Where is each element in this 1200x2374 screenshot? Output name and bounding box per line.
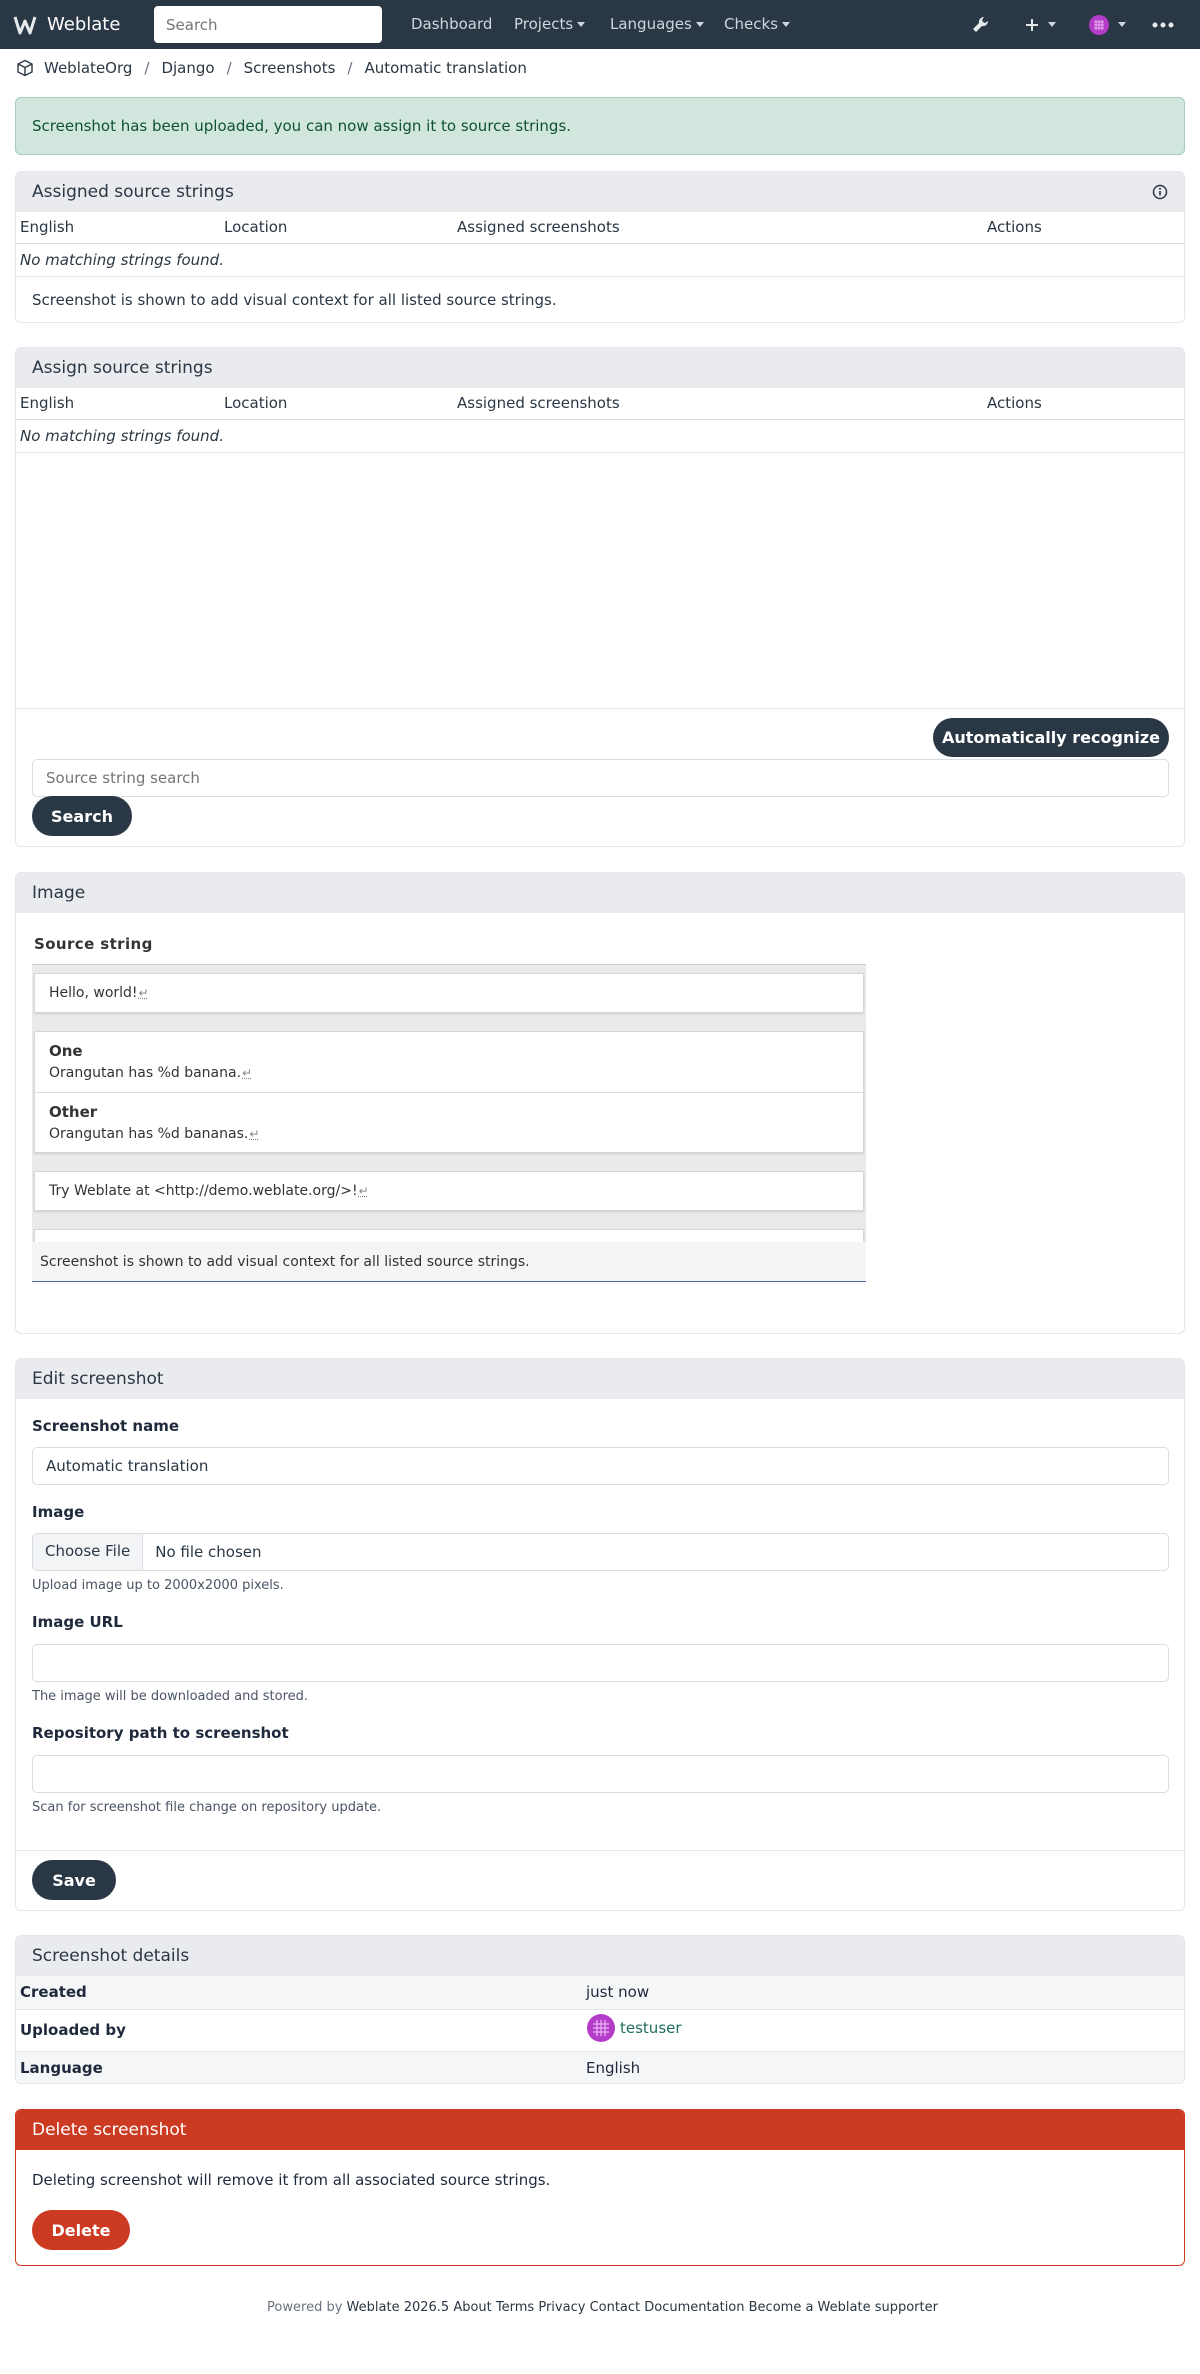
plural-label: Other: [49, 1103, 98, 1121]
add-menu[interactable]: [1024, 12, 1056, 37]
more-icon[interactable]: [1152, 12, 1174, 37]
image-panel: [15, 872, 1185, 1334]
nav-projects-label: Projects: [514, 15, 574, 33]
column-header: English: [16, 212, 220, 243]
wrench-icon[interactable]: [970, 12, 992, 37]
string-text: Orangutan has %d banana.: [49, 1065, 242, 1081]
breadcrumb: [16, 56, 527, 80]
string-text: Try Weblate at <http://demo.weblate.org/>!: [49, 1183, 358, 1199]
chevron-down-icon: [1118, 22, 1126, 27]
nav-projects[interactable]: [514, 0, 585, 49]
edit-screenshot-panel: [15, 1358, 1185, 1911]
search-button[interactable]: Search: [32, 796, 132, 836]
panel-heading: [16, 172, 1184, 212]
breadcrumb-item-screenshots[interactable]: Screenshots: [243, 59, 336, 77]
project-cube-icon: [16, 59, 34, 77]
success-alert: Screenshot has been uploaded, you can now assign it to source strings.: [15, 97, 1185, 155]
nav-checks-label: Checks: [724, 15, 778, 33]
panel-heading: Delete screenshot: [16, 2110, 1184, 2150]
string-text: Orangutan has %d bananas.: [49, 1126, 249, 1142]
nav-languages[interactable]: [610, 0, 704, 49]
footer-link-supporter[interactable]: Become a Weblate supporter: [748, 2300, 938, 2315]
breadcrumb-item-project[interactable]: Django: [161, 59, 215, 77]
language-label: Language: [16, 2051, 582, 2084]
screenshot-image: [32, 930, 866, 1306]
return-symbol-icon: ↵: [249, 1127, 260, 1141]
divider: [16, 1850, 1184, 1851]
weblate-logo-icon: [12, 12, 38, 38]
table-row: [16, 2051, 1184, 2084]
assigned-strings-table: [16, 212, 1184, 277]
top-navbar: [0, 0, 1200, 49]
image-help-text: Upload image up to 2000x2000 pixels.: [32, 1578, 284, 1593]
image-label: Image: [32, 1503, 85, 1521]
screenshot-details-panel: [15, 1935, 1185, 2084]
weblate-version-link[interactable]: Weblate 2026.5: [346, 2300, 450, 2315]
column-header: Actions: [983, 388, 1184, 419]
avatar: [1088, 14, 1110, 36]
panel-heading: [16, 348, 1184, 388]
column-header: English: [16, 388, 220, 419]
page-footer: [0, 2300, 1200, 2315]
return-symbol-icon: ↵: [138, 986, 149, 1000]
search-input[interactable]: [154, 6, 382, 43]
plural-label: One: [49, 1042, 83, 1060]
screenshot-footer-text: Screenshot is shown to add visual context for all listed source strings.: [32, 1242, 866, 1282]
delete-warning-text: Deleting screenshot will remove it from all associated source strings.: [32, 2171, 551, 2189]
save-button[interactable]: Save: [32, 1860, 116, 1900]
column-header: Assigned screenshots: [453, 212, 983, 243]
footer-link-contact[interactable]: Contact: [589, 2300, 641, 2315]
screenshot-name-label: Screenshot name: [32, 1417, 180, 1435]
empty-message: No matching strings found.: [16, 243, 1184, 276]
repository-path-label: Repository path to screenshot: [32, 1724, 289, 1742]
nav-checks[interactable]: [724, 0, 790, 49]
chevron-down-icon: [1048, 22, 1056, 27]
uploaded-by-label: Uploaded by: [16, 2009, 582, 2051]
source-string-search-input[interactable]: [32, 759, 1169, 797]
brand-name: Weblate: [47, 14, 121, 35]
breadcrumb-separator: /: [347, 59, 353, 77]
delete-screenshot-panel: [15, 2109, 1185, 2266]
breadcrumb-item-organization[interactable]: WeblateOrg: [44, 59, 133, 77]
chevron-down-icon: [782, 22, 790, 27]
screenshot-heading: Source string: [34, 935, 153, 953]
table-row: [16, 2009, 1184, 2051]
nav-dashboard[interactable]: Dashboard: [411, 15, 493, 33]
empty-message: No matching strings found.: [16, 419, 1184, 452]
footer-link-about[interactable]: About: [453, 2300, 492, 2315]
panel-title: Image: [32, 883, 86, 903]
chevron-down-icon: [577, 22, 585, 27]
file-status-text: No file chosen: [155, 1543, 262, 1561]
return-symbol-icon: ↵: [242, 1066, 253, 1080]
divider: [16, 708, 1184, 709]
footer-link-privacy[interactable]: Privacy: [538, 2300, 586, 2315]
powered-by-text: Powered by: [267, 2300, 343, 2315]
plural-string-card: [34, 1031, 864, 1153]
assign-strings-panel: [15, 347, 1185, 847]
table-row: [16, 1976, 1184, 2009]
repository-path-input[interactable]: [32, 1755, 1169, 1793]
brand-link[interactable]: [12, 12, 142, 38]
return-symbol-icon: ↵: [358, 1184, 369, 1198]
assigned-strings-panel: [15, 171, 1185, 323]
screenshot-string-list: [32, 964, 866, 1274]
image-url-label: Image URL: [32, 1613, 123, 1631]
column-header: Actions: [983, 212, 1184, 243]
string-card: [34, 1171, 864, 1211]
string-text: Hello, world!: [49, 985, 138, 1001]
panel-heading: [16, 1936, 1184, 1976]
panel-footer-text: Screenshot is shown to add visual context for all listed source strings.: [32, 291, 557, 309]
plus-icon: [1024, 17, 1040, 33]
uploader-link[interactable]: [586, 2013, 682, 2043]
avatar: [586, 2013, 616, 2043]
image-url-help-text: The image will be downloaded and stored.: [32, 1689, 309, 1704]
assign-strings-table: [16, 388, 1184, 453]
breadcrumb-separator: /: [144, 59, 150, 77]
panel-title: Edit screenshot: [32, 1369, 164, 1389]
created-label: Created: [16, 1976, 582, 2009]
panel-heading: [16, 1359, 1184, 1399]
footer-link-documentation[interactable]: Documentation: [644, 2300, 745, 2315]
delete-button[interactable]: Delete: [32, 2210, 130, 2250]
column-header: Assigned screenshots: [453, 388, 983, 419]
panel-title: Assign source strings: [32, 358, 213, 378]
panel-title: Screenshot details: [32, 1946, 190, 1966]
breadcrumb-item-current[interactable]: Automatic translation: [364, 59, 527, 77]
string-card: [34, 973, 864, 1013]
language-value: English: [582, 2051, 1184, 2084]
chevron-down-icon: [696, 22, 704, 27]
breadcrumb-separator: /: [226, 59, 232, 77]
footer-link-terms[interactable]: Terms: [495, 2300, 535, 2315]
image-url-input[interactable]: [32, 1644, 1169, 1682]
user-menu[interactable]: [1088, 12, 1126, 37]
automatically-recognize-button[interactable]: Automatically recognize: [933, 718, 1169, 757]
details-table: [16, 1976, 1184, 2084]
column-header: Location: [220, 212, 453, 243]
repository-path-help-text: Scan for screenshot file change on repository update.: [32, 1800, 382, 1815]
uploader-name: testuser: [620, 2019, 682, 2037]
screenshot-name-input[interactable]: Automatic translation: [32, 1447, 1169, 1485]
panel-title: Assigned source strings: [32, 182, 234, 202]
created-value: just now: [582, 1976, 1184, 2009]
panel-heading: [16, 873, 1184, 913]
column-header: Location: [220, 388, 453, 419]
nav-languages-label: Languages: [610, 15, 692, 33]
image-file-input[interactable]: [32, 1533, 1169, 1571]
choose-file-button[interactable]: Choose File: [33, 1533, 143, 1571]
info-icon[interactable]: [1152, 184, 1168, 200]
